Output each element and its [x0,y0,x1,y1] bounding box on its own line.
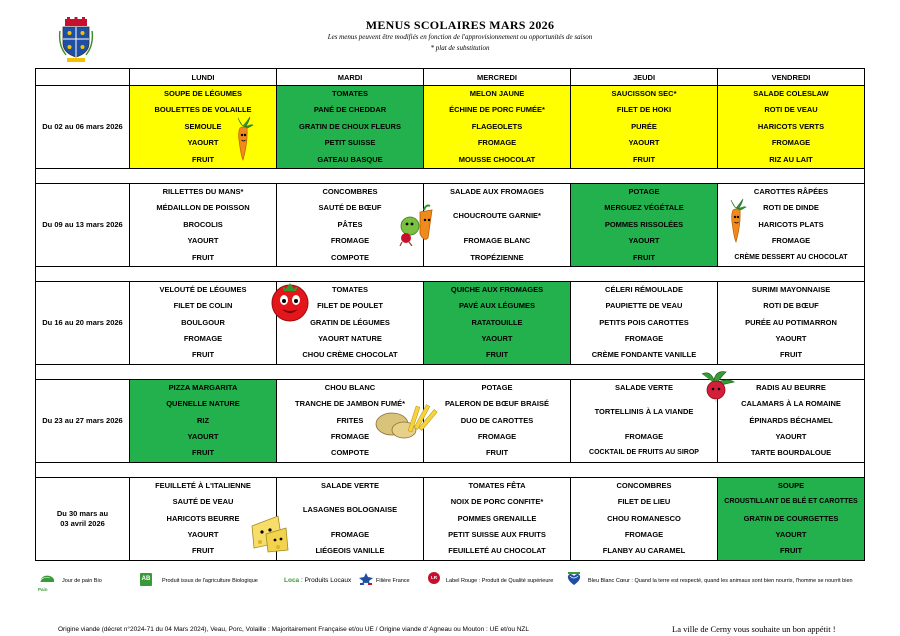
day-header-row [36,69,865,86]
menu-item: PETITS POIS CAROTTES [599,317,689,327]
menu-item: FRUIT [632,154,656,164]
week-label [36,379,130,462]
potato-fries-icon [372,402,440,440]
week-row [36,281,865,364]
menu-item: SALADE VERTE [321,480,379,490]
menu-item: CROUSTILLANT DE BLÉ ET CAROTTES [724,498,858,506]
menu-item: PALERON DE BŒUF BRAISÉ [444,399,550,409]
menu-item: PANÉ DE CHEDDAR [313,105,387,115]
menu-item: FROMAGE [330,432,370,442]
crest-icon [58,17,94,63]
menu-item: TOMATES FÊTA [468,480,526,490]
substitution-note: * plat de substitution [430,44,490,52]
menu-item: POMMES GRENAILLE [457,513,537,523]
menu-item: FLAGEOLETS [471,121,523,131]
week-label-line: Du 09 au 13 mars 2026 [42,219,123,229]
menu-item: HARICOTS PLATS [758,219,824,229]
menu-item: SEMOULE [184,121,222,131]
menu-item: CHOU CRÈME CHOCOLAT [302,350,398,360]
menu-item: FILET DE LIEU [617,497,671,507]
menu-item: MÉDAILLON DE POISSON [156,203,250,213]
menu-item: ÉPINARDS BÉCHAMEL [749,415,833,425]
day-header: JEUDI [571,69,718,86]
menu-item: SALADE COLESLAW [753,89,829,98]
menu-item: CONCOMBRES [616,480,672,490]
tomato-icon [268,276,312,324]
menu-cell-mardi [277,477,424,560]
menu-cell-mercredi [424,379,571,462]
loca-word: Loca [284,577,300,584]
menu-item: FROMAGE [624,334,664,344]
spacer-row [36,462,865,477]
menu-item: SALADE VERTE [615,382,673,392]
menu-item: MOUSSE CHOCOLAT [458,154,536,164]
menu-item: FEUILLETÉ AU CHOCOLAT [448,546,546,556]
menu-item: PIZZA MARGARITA [168,382,238,392]
menu-item: FRUIT [779,546,803,556]
menu-item: QUICHE AUX FROMAGES [450,284,544,294]
menu-item: PÂTES [337,219,363,229]
menu-item: MERGUEZ VÉGÉTALE [604,203,684,213]
week-label-line: Du 30 mars au [56,508,109,518]
spacer-cell [36,364,865,379]
menu-item: FROMAGE [330,236,370,246]
menu-item: FRUIT [191,154,215,164]
day-header: VENDREDI [718,69,865,86]
menu-item: HARICOTS VERTS [757,121,825,131]
menu-item: FRUIT [632,252,656,262]
week-label [36,477,130,560]
spacer-row [36,364,865,379]
spacer-cell [36,462,865,477]
week-label-line: Du 02 au 06 mars 2026 [42,121,123,131]
spacer-cell [36,168,865,183]
menu-item: CALAMARS À LA ROMAINE [741,399,841,409]
menu-item: CRÈME DESSERT AU CHOCOLAT [734,253,848,261]
menu-item: FRUIT [485,350,509,360]
menu-cell-mercredi [424,477,571,560]
week-label-line: Du 23 au 27 mars 2026 [42,415,123,425]
menu-item: MELON JAUNE [469,89,525,98]
menu-item: FROMAGE [477,432,517,442]
menu-item: PURÉE AU POTIMARRON [745,317,837,327]
bon-appetit-message: La ville de Cerny vous souhaite un bon appétit ! [672,624,836,634]
menu-item: GRATIN DE COURGETTES [743,513,839,523]
day-header: MARDI [277,69,424,86]
menu-item: ROTI DE BŒUF [763,301,819,311]
menu-cell-lundi [130,281,277,364]
menu-item: RIZ AU LAIT [769,154,813,164]
carrot-icon [232,116,254,162]
menu-item: POTAGE [628,186,660,196]
menu-item: ROTI DE DINDE [763,203,819,213]
menu-item: CRÈME FONDANTE VANILLE [591,350,697,360]
menu-item: FROMAGE [183,334,223,344]
menu-subtitle: Les menus peuvent être modifiés en fonction de l'approvisionnement ou opportunités de saison [327,33,593,41]
origin-viande-note: Origine viande (décret n°2024-71 du 04 Mars 2024), Veau, Porc, Volaille : Majoritairement Française et/ou UE / Origine viande d' Agneau ou Mouton : UE et/ou NZL [58,626,530,633]
week-label [36,281,130,364]
menu-item: PAVÉ AUX LÉGUMES [458,301,536,311]
menu-cell-jeudi [571,281,718,364]
menu-item: YAOURT [187,236,219,246]
legend-label-rouge: Label Rouge : Produit de Qualité supérieure [446,578,554,584]
menu-item: GRATIN DE LÉGUMES [310,317,390,327]
menu-cell-mardi [277,86,424,169]
menu-cell-mercredi [424,281,571,364]
week-row [36,86,865,169]
label-rouge-icon: LR [428,572,440,584]
menu-item: RILLETTES DU MANS* [162,186,244,196]
menu-item: YAOURT [775,432,807,442]
day-header: MERCREDI [424,69,571,86]
menu-item: RIZ [196,415,210,425]
spacer-row [36,266,865,281]
menu-item: YAOURT [187,530,219,540]
day-header: LUNDI [130,69,277,86]
pain-bio-icon [38,572,56,588]
menu-item: FROMAGE [624,432,664,442]
menu-item: SAUCISSON SEC* [611,89,677,98]
menu-item: TROPÉZIENNE [470,252,524,262]
menu-item: FROMAGE [330,530,370,540]
menu-item: CAROTTES RÂPÉES [753,186,829,196]
menu-cell-jeudi [571,86,718,169]
menu-cell-mercredi [424,86,571,169]
menu-item: DUO DE CAROTTES [460,415,534,425]
menu-item: FILET DE COLIN [173,301,233,311]
menu-item: FILET DE POULET [317,301,383,311]
menu-item: SALADE AUX FROMAGES [450,186,544,196]
menu-item: ÉCHINE DE PORC FUMÉE* [449,105,545,115]
menu-title: MENUS SCOLAIRES MARS 2026 [365,18,555,32]
carrot-icon [722,198,750,244]
legend-filiere-france: Filière France [376,578,410,584]
menu-item: FRUIT [485,448,509,458]
menu-item: FROMAGE BLANC [463,236,531,246]
menu-cell-mercredi [424,183,571,266]
menu-item: TOMATES [332,89,368,98]
week-label-line: 03 avril 2026 [60,518,105,528]
menu-item: PURÉE [631,121,657,131]
menu-cell-vendredi [718,86,865,169]
menu-item: POTAGE [481,382,513,392]
menu-item: FRUIT [191,252,215,262]
menu-cell-lundi [130,86,277,169]
menu-item: SOUPE [777,480,805,490]
menu-item: CONCOMBRES [322,186,378,196]
menu-item: YAOURT NATURE [318,334,382,344]
menu-item: FRUIT [191,350,215,360]
bleu-blanc-coeur-icon [566,572,582,586]
menu-item: PAUPIETTE DE VEAU [605,301,683,311]
menu-item: VELOUTÉ DE LÉGUMES [159,284,247,294]
menu-item: FILET DE HOKI [616,105,672,115]
menu-cell-vendredi [718,281,865,364]
menu-item: FRITES [336,415,364,425]
menu-item: YAOURT [628,138,660,148]
menu-item: RADIS AU BEURRE [756,382,826,392]
menu-item: FRUIT [779,350,803,360]
menu-table [35,68,865,561]
week-label-line: Du 16 au 20 mars 2026 [42,317,123,327]
menu-item: SAUTÉ DE VEAU [172,497,234,507]
menu-item: GRATIN DE CHOUX FLEURS [299,121,401,131]
menu-item: COCKTAIL DE FRUITS AU SIROP [589,449,699,457]
menu-item: SAUTÉ DE BŒUF [318,203,382,213]
menu-item: TARTE BOURDALOUE [750,448,832,458]
menu-cell-lundi [130,183,277,266]
menu-item: SOUPE DE LÉGUMES [164,89,242,98]
menu-item: FROMAGE [771,138,811,148]
loca-rest: : Produits Locaux [299,577,352,584]
menu-item: TOMATES [332,284,368,294]
menu-item: RATATOUILLE [471,317,523,327]
menu-item: YAOURT [775,334,807,344]
ab-logo-icon: AB [140,573,152,586]
menu-item: FROMAGE [477,138,517,148]
menu-item: GATEAU BASQUE [317,154,383,164]
menu-item: ROTI DE VEAU [764,105,818,115]
menu-cell-vendredi [718,477,865,560]
menu-item: TORTELLINIS À LA VIANDE [594,407,694,417]
menu-item: CHOU BLANC [324,382,376,392]
menu-item: YAOURT [481,334,513,344]
menu-item: FROMAGE [624,530,664,540]
menu-item: BOULGOUR [181,317,225,327]
menu-item: NOIX DE PORC CONFITE* [450,497,544,507]
menu-item: FROMAGE [771,236,811,246]
menu-item: BROCOLIS [183,219,223,229]
menu-item: CHOU ROMANESCO [607,513,681,523]
menu-item: PETIT SUISSE [324,138,376,148]
legend-pain-bio: Jour de pain Bio [62,578,102,584]
menu-item: SURIMI MAYONNAISE [751,284,831,294]
legend-loca [284,577,351,584]
menu-item: HARICOTS BEURRE [166,513,240,523]
corner-cell [36,69,130,86]
menu-item: POMMES RISSOLÉES [604,219,684,229]
menu-item: COMPOTE [331,448,369,458]
legend-bleu-blanc-coeur: Bleu Blanc Cœur : Quand la terre est respecté, quand les animaux sont bien nourris, l'homme se nourrit bien [588,578,853,584]
week-label [36,183,130,266]
menu-item: FEUILLETÉ À L'ITALIENNE [155,480,251,490]
menu-cell-jeudi [571,477,718,560]
menu-item: PETIT SUISSE AUX FRUITS [448,530,546,540]
menu-item: FLANBY AU CARAMEL [602,546,686,556]
pain-bio-badge: Pain [38,587,48,592]
menu-item: COMPOTE [331,252,369,262]
menu-item: LIÉGEOIS VANILLE [315,546,385,556]
week-row [36,379,865,462]
menu-item: TRANCHE DE JAMBON FUMÉ* [294,399,405,409]
menu-item: CHOUCROUTE GARNIE* [453,211,541,221]
menu-item: BOULETTES DE VOLAILLE [154,105,252,115]
menu-item: LASAGNES BOLOGNAISE [302,505,398,515]
menu-item: CÉLERI RÉMOULADE [605,284,683,294]
menu-cell-jeudi [571,183,718,266]
spacer-row [36,168,865,183]
cheese-icon [248,512,290,554]
menu-cell-vendredi [718,379,865,462]
vegetables-icon [398,204,440,246]
menu-item: YAOURT [775,530,807,540]
menu-item: YAOURT [628,236,660,246]
menu-cell-lundi [130,379,277,462]
radish-icon [696,368,738,402]
menu-item: YAOURT [187,138,219,148]
menu-item: YAOURT [187,432,219,442]
legend-bio: Produit issus de l'agriculture Biologique [162,578,258,584]
spacer-cell [36,266,865,281]
menu-item: FRUIT [191,448,215,458]
filiere-france-icon [358,572,374,586]
menu-item: FRUIT [191,546,215,556]
menu-item: QUENELLE NATURE [166,399,240,409]
week-row [36,477,865,560]
week-label [36,86,130,169]
